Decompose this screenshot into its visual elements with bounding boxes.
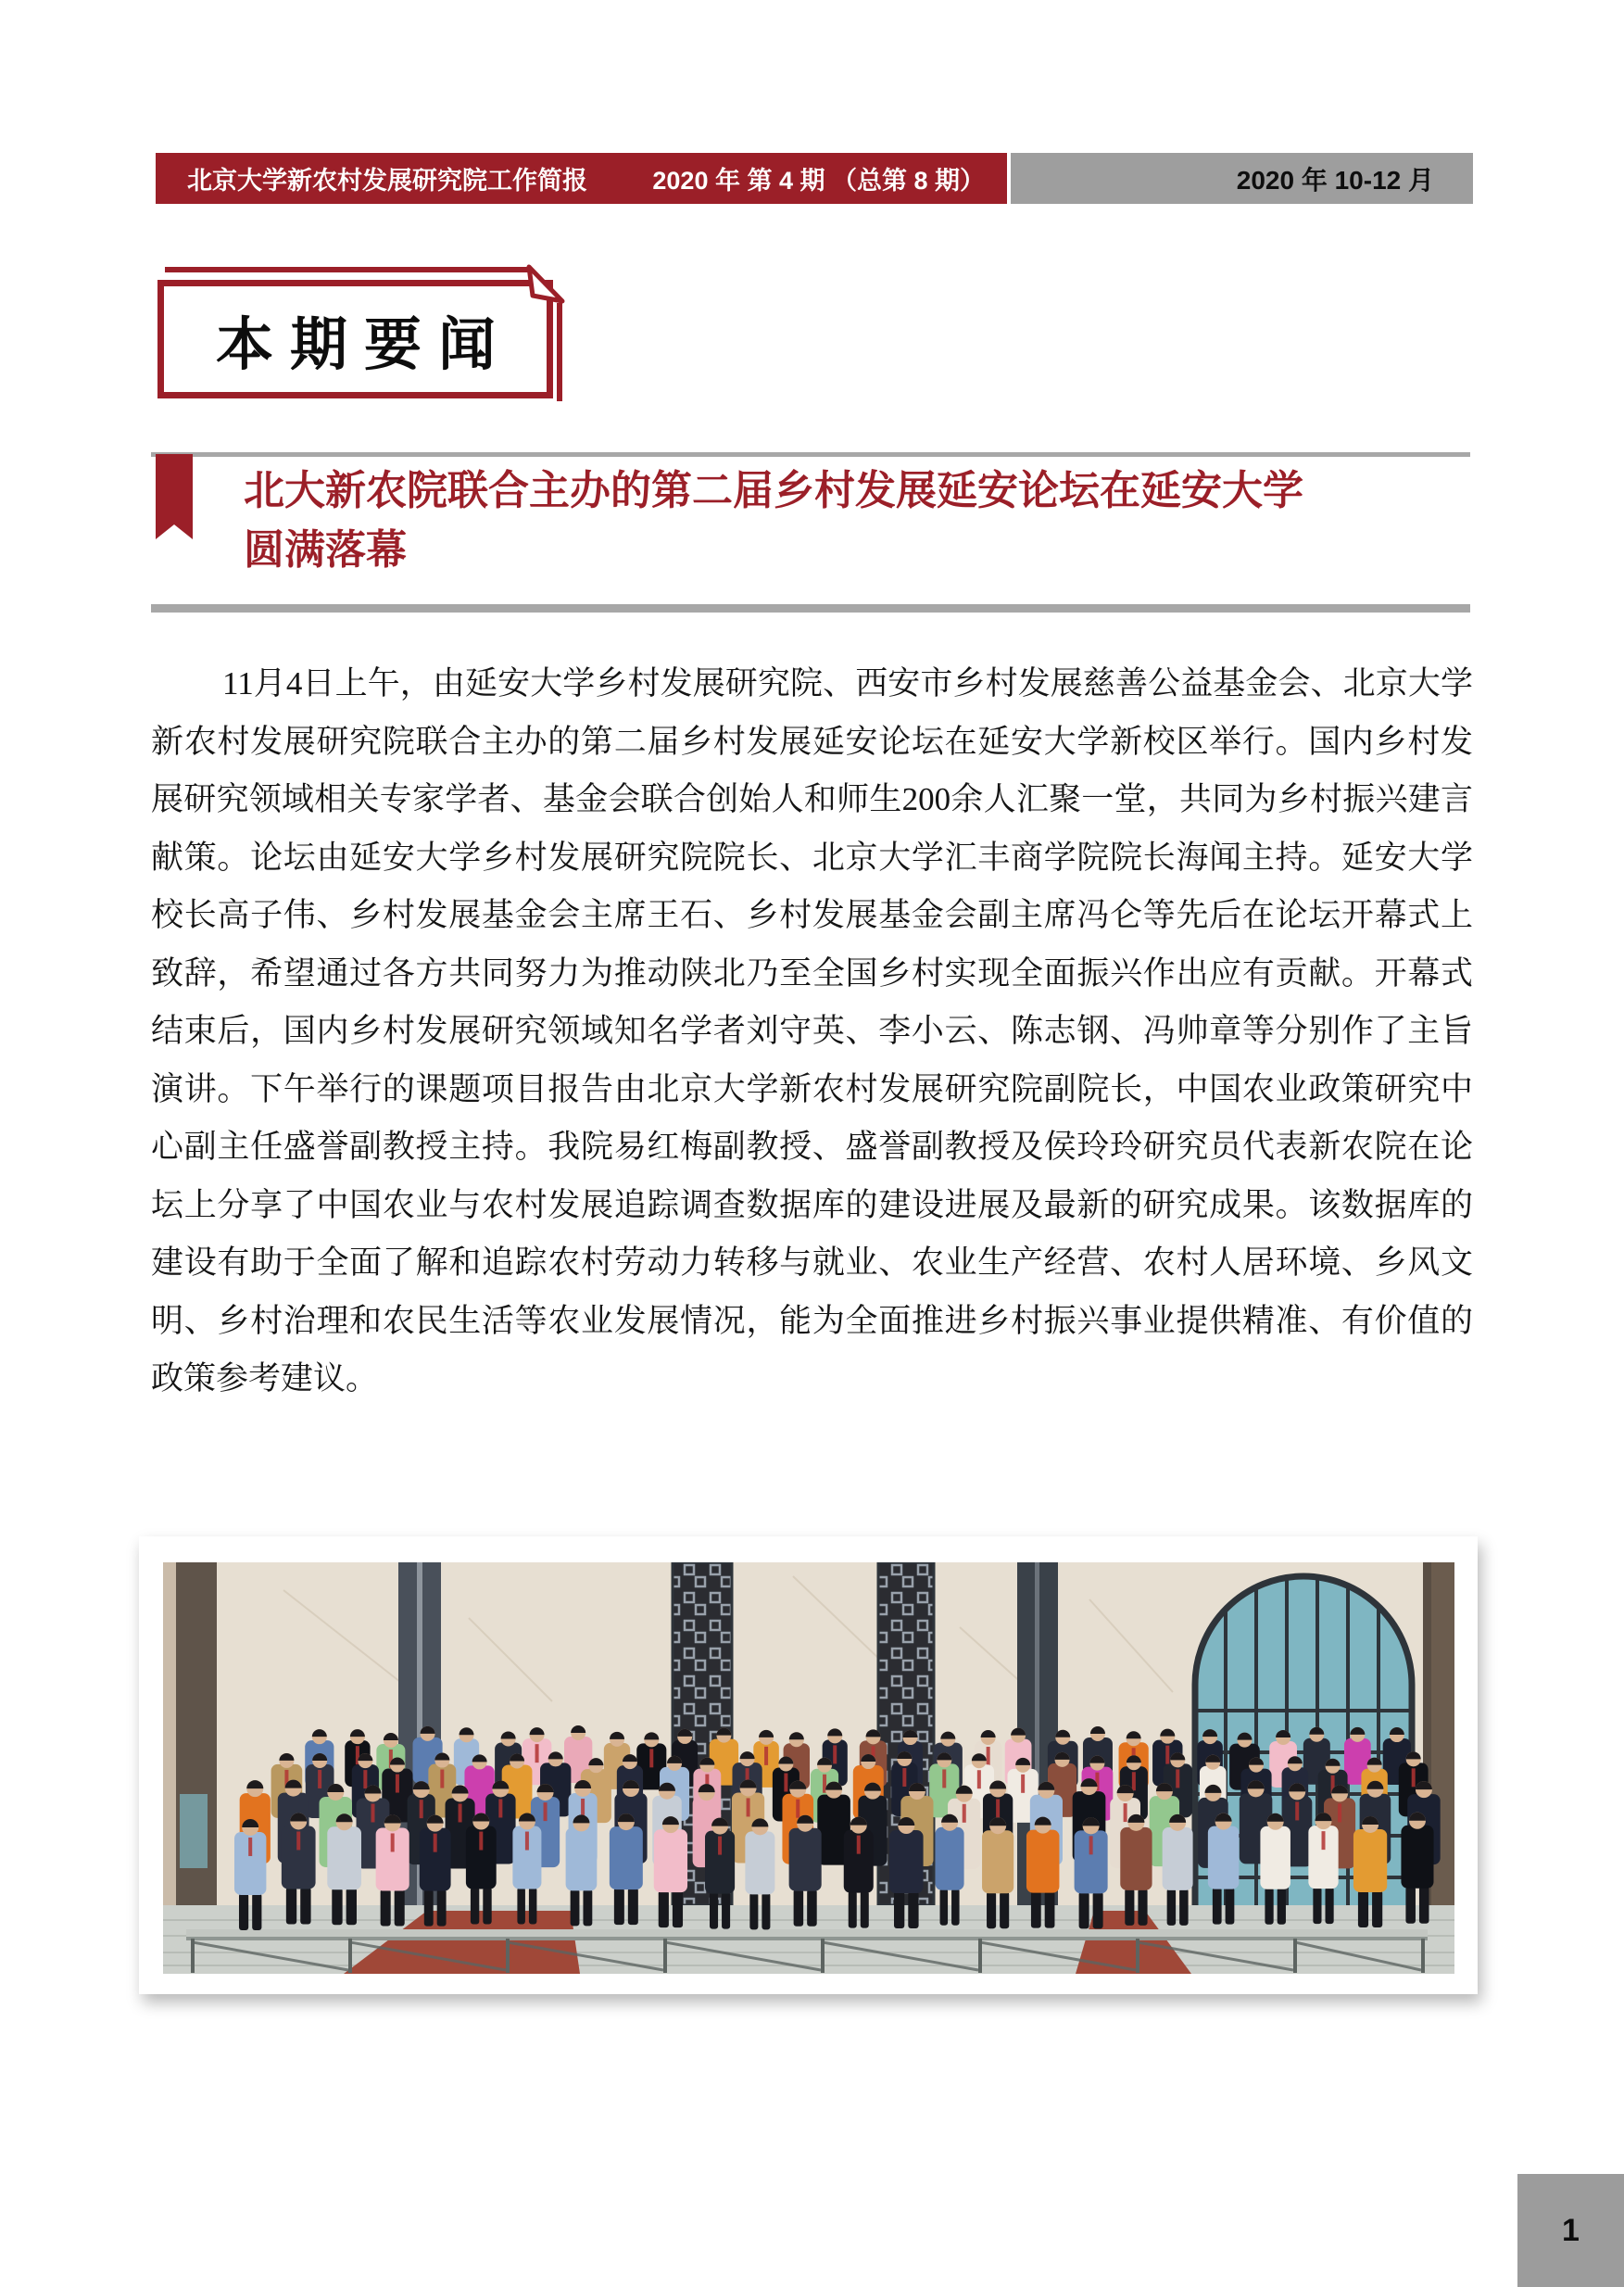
headline-bottom-rule xyxy=(151,604,1470,613)
photo-riser-platform xyxy=(186,1929,1428,1938)
article-headline-line1: 北大新农院联合主办的第二届乡村发展延安论坛在延安大学 xyxy=(244,468,1303,513)
bookmark-ribbon-icon xyxy=(156,454,193,539)
headline-top-rule xyxy=(151,452,1470,457)
group-photo-illustration xyxy=(163,1562,1454,1974)
page-number: 1 xyxy=(1562,2212,1580,2248)
issue-date: 2020 年 10-12 月 xyxy=(1236,165,1434,195)
section-stamp xyxy=(155,264,573,405)
newsletter-title: 北京大学新农村发展研究院工作简报 xyxy=(187,167,587,195)
masthead-date-bar xyxy=(1011,153,1473,204)
article-body: 11月4日上午，由延安大学乡村发展研究院、西安市乡村发展慈善公益基金会、北京大学新农村发展研究院联合主办的第二届乡村发展延安论坛在延安大学新校区举行。国内乡村发展研究领域相关专家学者、基金会联合创始人和师生200余人汇聚一堂，共同为乡村振兴建言献策。论坛由延安大学乡村发展研究院院长、北京大学汇丰商学院院长海闻主持。延安大学校长高子伟、乡村发展基金会主席王石、乡村发展基金会副主席冯仑等先后在论坛开幕式上致辞，希望通过各方共同努力为推动陕北乃至全国乡村实现全面振兴作出应有贡献。开幕式结束后，国内乡村发展研究领域知名学者刘守英、李小云、陈志钢、冯帅章等分别作了主旨演讲。下午举行的课题项目报告由北京大学新农村发展研究院副院长，中国农业政策研究中心副主任盛誉副教授主持。我院易红梅副教授、盛誉副教授及侯玲玲研究员代表新农院在论坛上分享了中国农业与农村发展追踪调查数据库的建设进展及最新的研究成果。该数据库的建设有助于全面了解和追踪农村劳动力转移与就业、农业生产经营、农村人居环境、乡风文明、乡村治理和农民生活等农业发展情况，能为全面推进乡村振兴事业提供精准、有价值的政策参考建议。 xyxy=(151,665,1473,1396)
issue-info: 2020 年 第 4 期 （总第 8 期） xyxy=(652,167,985,195)
article-headline-line2: 圆满落幕 xyxy=(244,527,407,573)
article-headline xyxy=(244,461,1439,580)
section-stamp-label: 本期要闻 xyxy=(215,312,512,377)
photo-left-glass xyxy=(180,1794,208,1868)
masthead-title-bar xyxy=(156,153,1007,204)
group-photo xyxy=(139,1536,1478,1994)
page-number-box xyxy=(1517,2174,1624,2287)
